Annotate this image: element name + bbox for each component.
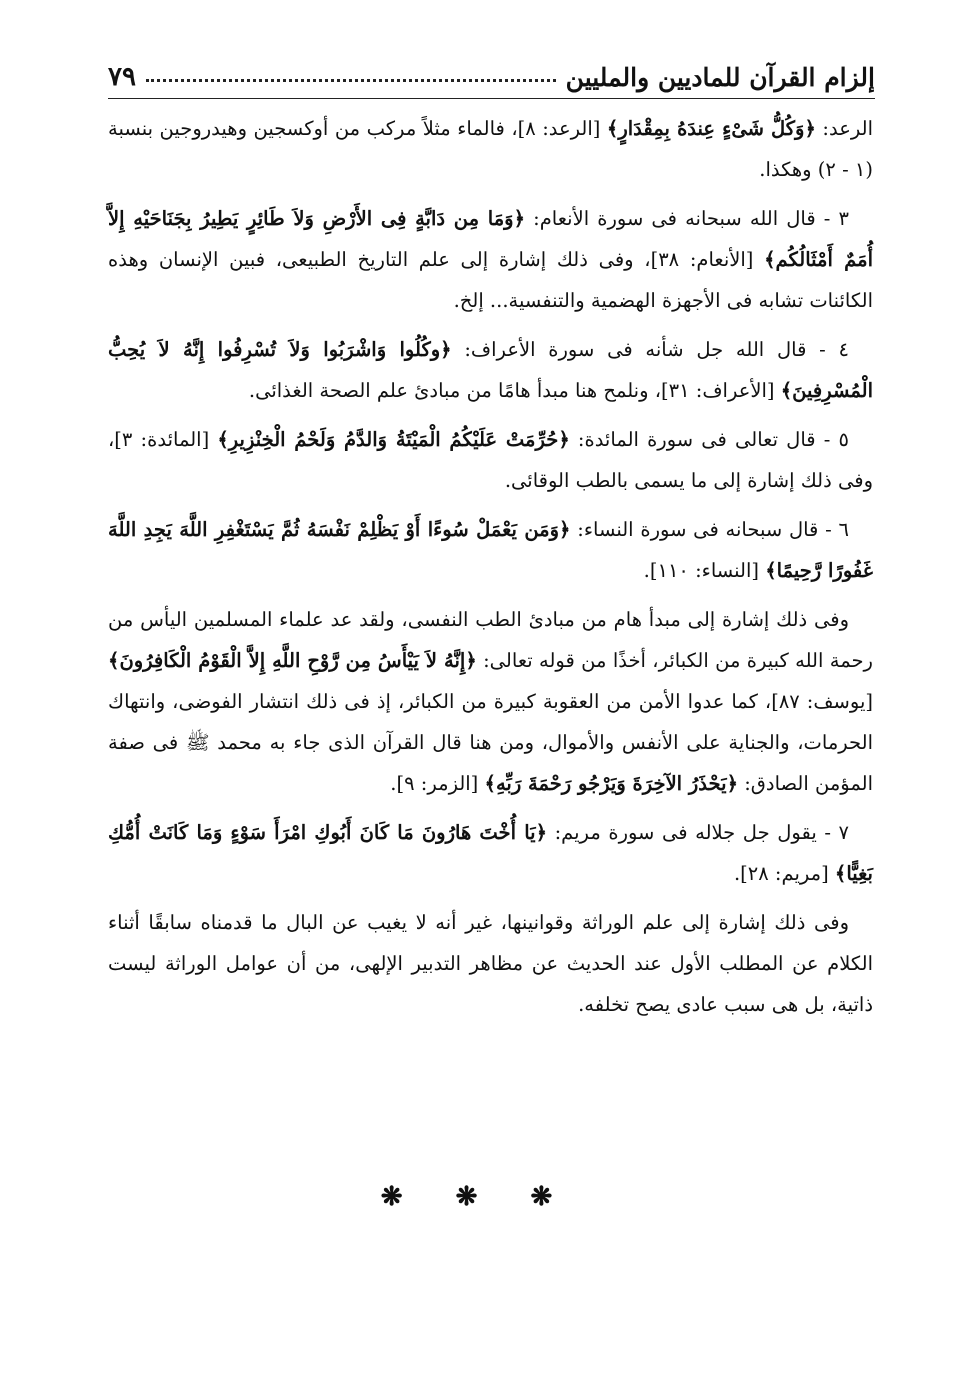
quran-verse: حُرِّمَتْ عَلَيْكُمُ الْمَيْتَةُ وَالدَّمُ وَلَحْمُ الْخِنْزِيرِ [228,428,559,451]
page-header [108,48,875,92]
paragraph-text: [المائدة: ٣]، وفى ذلك إشارة إلى ما يسمى بالطب الوقائى. [108,428,873,492]
verse-bracket-open: ﴿ [513,207,526,230]
quran-verse: يَا أُخْتَ هَارُونَ مَا كَانَ أَبُوكِ امْرَأَ سَوْءٍ وَمَا كَانَتْ أُمُّكِ بَغِيًّا [108,821,873,885]
body-paragraph [108,509,873,591]
paragraph-text: ٣ - قال الله سبحانه فى سورة الأنعام: [525,207,849,230]
paragraph-text: ٦ - قال سبحانه فى سورة النساء: [570,518,850,541]
verse-bracket-close: ﴾ [606,117,619,140]
verse-bracket-open: ﴿ [804,117,816,140]
paragraph-text: [الرعد: ٨]، فالماء مثلاً مركب من أوكسجين وهيدروجين بنسبة (١ - ٢) وهكذا. [108,117,873,181]
body-paragraph [108,108,873,190]
paragraph-text: الرعد: [815,117,873,140]
verse-bracket-open: ﴿ [559,518,571,541]
verse-bracket-close: ﴾ [217,428,229,451]
paragraph-text: ٤ - قال الله جل شأنه فى سورة الأعراف: [451,338,849,361]
body-paragraph [108,902,873,1025]
body-paragraph [108,599,873,804]
verse-bracket-close: ﴾ [765,559,777,582]
paragraph-text: [يوسف: ٨٧]، كما عدوا الأمن من العقوبة كبيرة من الكبائر، إذ فى ذلك انتشار الفوضى، وانتهاك الحرمات، والجناية على الأنفس والأموال، ومن هنا قال القرآن الذى جاء به محمد ﷺ فى صفة المؤمن الصادق: [108,690,874,795]
verse-bracket-close: ﴾ [108,649,120,672]
body-paragraph [108,419,873,501]
paragraph-text: [النساء: ١١٠]. [643,559,766,582]
verse-bracket-open: ﴿ [726,772,738,795]
header-rule [108,98,875,99]
quran-verse: وَمَن يَعْمَلْ سُوءًا أَوْ يَظْلِمْ نَفْسَهُ ثُمَّ يَسْتَغْفِرِ اللَّهَ يَجِدِ اللَّهَ غَفُورًا رَّحِيمًا [108,518,873,582]
verse-bracket-close: ﴾ [834,862,847,885]
quran-verse: وكُلُوا وَاشْرَبُوا وَلاَ تُسْرِفُوا إِنَّهُ لاَ يُحِبُّ الْمُسْرِفِينَ [108,338,873,402]
section-ornament: ❋ ❋ ❋ [380,1182,575,1212]
page-number: ٧٩ [108,62,136,92]
running-title: إلزام القرآن للماديين والمليين [565,63,875,92]
body-paragraph [108,198,873,321]
paragraph-text: [الزمر: ٩]. [390,772,485,795]
paragraph-text: ٧ - يقول جل جلاله فى سورة مريم: [547,821,849,844]
verse-bracket-close: ﴾ [780,379,793,402]
quran-verse: وَمَا مِن دَابَّةٍ فِى الأَرْضِ وَلاَ طَائِرٍ يَطِيرُ بِجَنَاحَيْهِ إِلاَّ أُمَمٌ أَمْثَالُكُم [108,207,874,271]
quran-verse: يَحْذَرُ الآخِرَةَ وَيَرْجُو رَحْمَةَ رَبِّهِ [495,772,727,795]
page-body [108,108,873,1033]
verse-bracket-close: ﴾ [484,772,496,795]
paragraph-text: [مريم: ٢٨]. [733,862,835,885]
verse-bracket-open: ﴿ [558,428,570,451]
body-paragraph [108,329,873,411]
paragraph-text: وفى ذلك إشارة إلى علم الوراثة وقوانينها، غير أنه لا يغيب عن البال ما قدمناه سابقًا أثناء الكلام عن المطلب الأول عند الحديث عن مظاهر التدبير الإلهى، من أن عوامل الوراثة ليست ذاتية، بل هى سبب عادى يصح تخلفه. [108,911,873,1016]
verse-bracket-close: ﴾ [764,248,776,271]
paragraph-text: [الأعراف: ٣١]، ونلمح هنا مبدأ هامًا من مبادئ علم الصحة الغذائى. [248,379,781,402]
quran-verse: إِنَّهُ لاَ يَيْأَسُ مِن رَّوْحِ اللَّهِ إِلاَّ الْقَوْمُ الْكَافِرُونَ [119,649,466,672]
quran-verse: وَكُلُّ شَىْءٍ عِندَهُ بِمِقْدَارٍ [618,117,805,140]
verse-bracket-open: ﴿ [535,821,547,844]
paragraph-text: وفى ذلك إشارة إلى مبدأ هام من مبادئ الطب النفسى، ولقد عد علماء المسلمين اليأس من رحمة الله كبيرة من الكبائر، أخذًا من قوله تعالى: [108,608,873,672]
verse-bracket-open: ﴿ [465,649,477,672]
paragraph-text: ٥ - قال تعالى فى سورة المائدة: [569,428,849,451]
leader-dots [146,79,556,82]
body-paragraph [108,812,873,894]
paragraph-text: [الأنعام: ٣٨]، وفى ذلك إشارة إلى علم التاريخ الطبيعى، فبين الإنسان وهذه الكائنات تشابه فى الأجهزة الهضمية والتنفسية... إلخ. [108,248,873,312]
verse-bracket-open: ﴿ [440,338,452,361]
